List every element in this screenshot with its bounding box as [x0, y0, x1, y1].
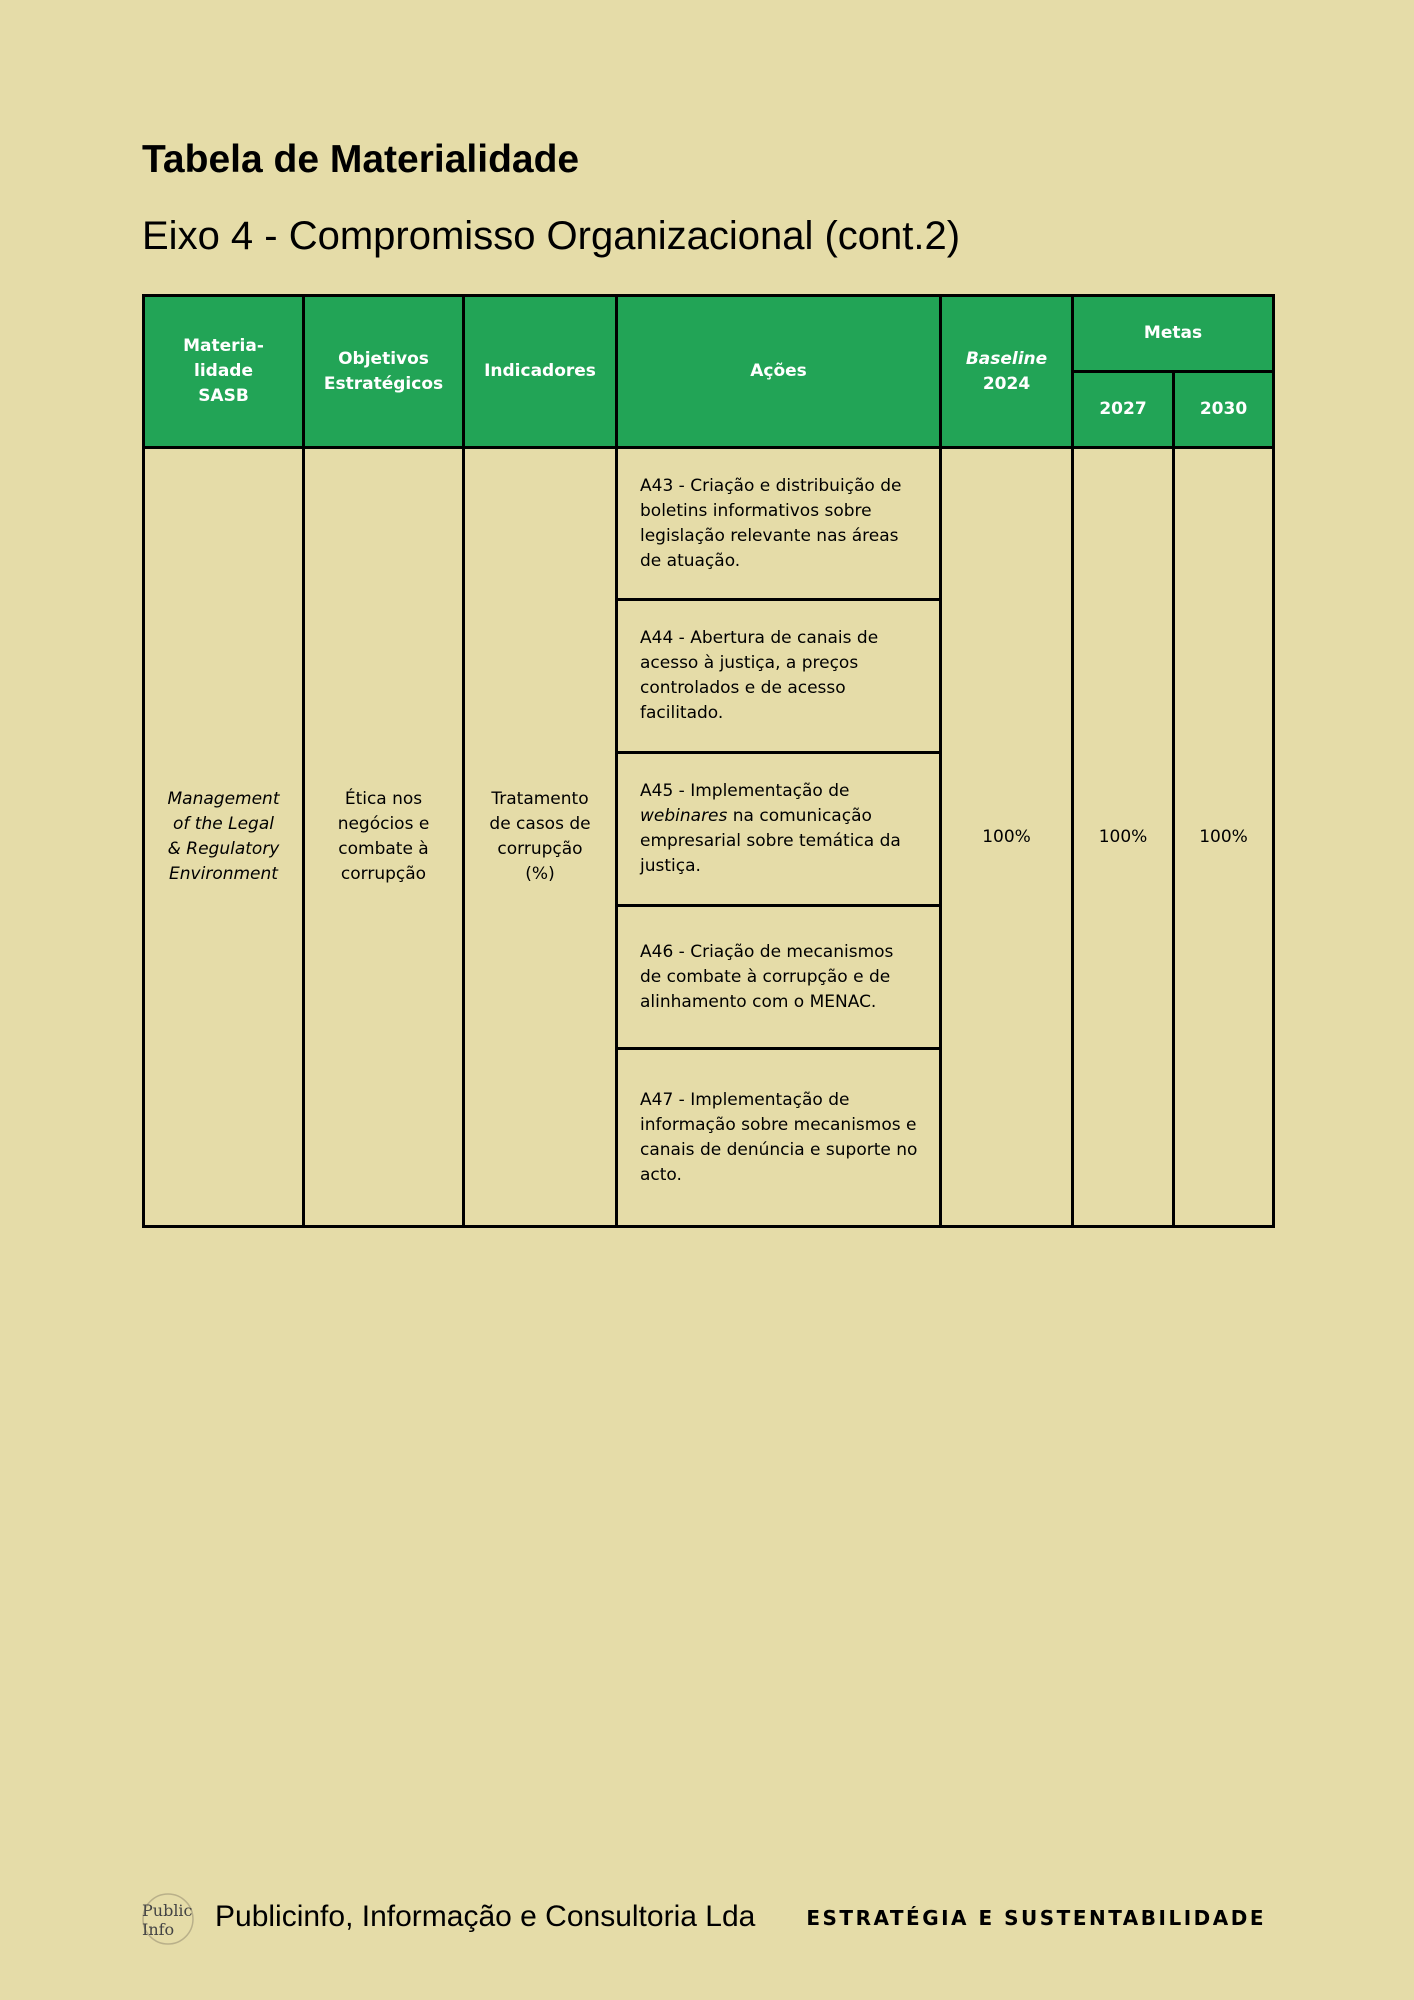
page-subtitle: Eixo 4 - Compromisso Organizacional (cont.2): [142, 214, 961, 258]
action-a46: A46 - Criação de mecanismos de combate à corrupção e de alinhamento com o MENAC.: [617, 906, 941, 1049]
action-a43: A43 - Criação e distribuição de boletins informativos sobre legislação relevante nas áreas de atuação.: [617, 448, 941, 600]
logo-text-info: Info: [142, 1920, 175, 1939]
header-objetivos: Objetivos Estratégicos: [304, 296, 464, 448]
header-indicadores: Indicadores: [464, 296, 617, 448]
header-metas: Metas: [1073, 296, 1274, 372]
cell-indicadores: Tratamento de casos de corrupção (%): [464, 448, 617, 1227]
cell-baseline: 100%: [941, 448, 1073, 1227]
logo-text-public: Public: [142, 1901, 193, 1920]
action-a47: A47 - Implementação de informação sobre mecanismos e canais de denúncia e suporte no acto.: [617, 1049, 941, 1227]
footer-company: Publicinfo, Informação e Consultoria Lda: [215, 1900, 756, 1933]
header-baseline: Baseline 2024: [941, 296, 1073, 448]
cell-meta-2030: 100%: [1174, 448, 1274, 1227]
cell-meta-2027: 100%: [1073, 448, 1174, 1227]
publicinfo-logo: [141, 1892, 195, 1946]
action-a44: A44 - Abertura de canais de acesso à justiça, a preços controlados e de acesso facilitado.: [617, 600, 941, 753]
header-acoes: Ações: [617, 296, 941, 448]
materiality-table: [142, 294, 1275, 1228]
action-a45: A45 - Implementação de webinares na comunicação empresarial sobre temática da justiça.: [617, 753, 941, 906]
header-2030: 2030: [1174, 372, 1274, 448]
cell-materialidade: Management of the Legal & Regulatory Environment: [144, 448, 304, 1227]
page-title: Tabela de Materialidade: [142, 138, 580, 181]
header-2027: 2027: [1073, 372, 1174, 448]
footer-tagline: ESTRATÉGIA E SUSTENTABILIDADE: [806, 1906, 1266, 1930]
header-materialidade: Materia- lidade SASB: [144, 296, 304, 448]
cell-objetivos: Ética nos negócios e combate à corrupção: [304, 448, 464, 1227]
